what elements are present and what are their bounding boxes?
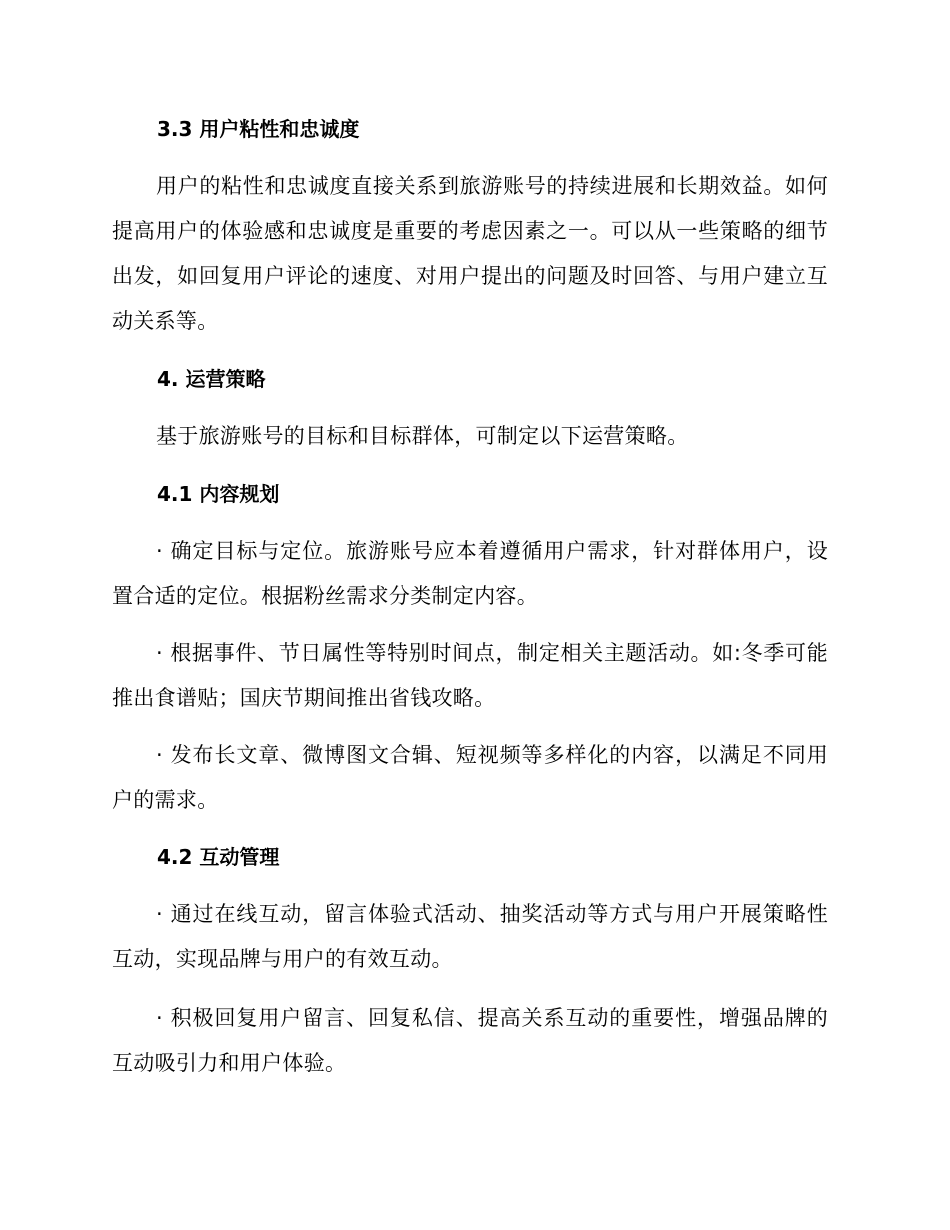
- paragraph-4-2-a: · 通过在线互动，留言体验式活动、抽奖活动等方式与用户开展策略性互动，实现品牌与用户的有效互动。: [112, 902, 828, 971]
- paragraph-4-1-c: · 发布长文章、微博图文合辑、短视频等多样化的内容，以满足不同用户的需求。: [112, 743, 828, 812]
- section-heading-4: 4. 运营策略: [157, 367, 266, 391]
- paragraph-4: 基于旅游账号的目标和目标群体，可制定以下运营策略。: [156, 424, 689, 448]
- section-heading-3-3: 3.3 用户粘性和忠诚度: [157, 117, 360, 141]
- section-heading-4-2: 4.2 互动管理: [157, 845, 280, 869]
- section-heading-4-1: 4.1 内容规划: [157, 482, 280, 506]
- paragraph-3-3: 用户的粘性和忠诚度直接关系到旅游账号的持续进展和长期效益。如何提高用户的体验感和忠诚度是重要的考虑因素之一。可以从一些策略的细节出发，如回复用户评论的速度、对用户提出的问题及时回答、与用户建立互动关系等。: [112, 174, 828, 333]
- paragraph-4-2-b: · 积极回复用户留言、回复私信、提高关系互动的重要性，增强品牌的互动吸引力和用户体验。: [112, 1006, 828, 1075]
- paragraph-4-1-b: · 根据事件、节日属性等特别时间点，制定相关主题活动。如:冬季可能推出食谱贴；国庆节期间推出省钱攻略。: [112, 641, 828, 710]
- paragraph-4-1-a: · 确定目标与定位。旅游账号应本着遵循用户需求，针对群体用户，设置合适的定位。根据粉丝需求分类制定内容。: [112, 539, 828, 608]
